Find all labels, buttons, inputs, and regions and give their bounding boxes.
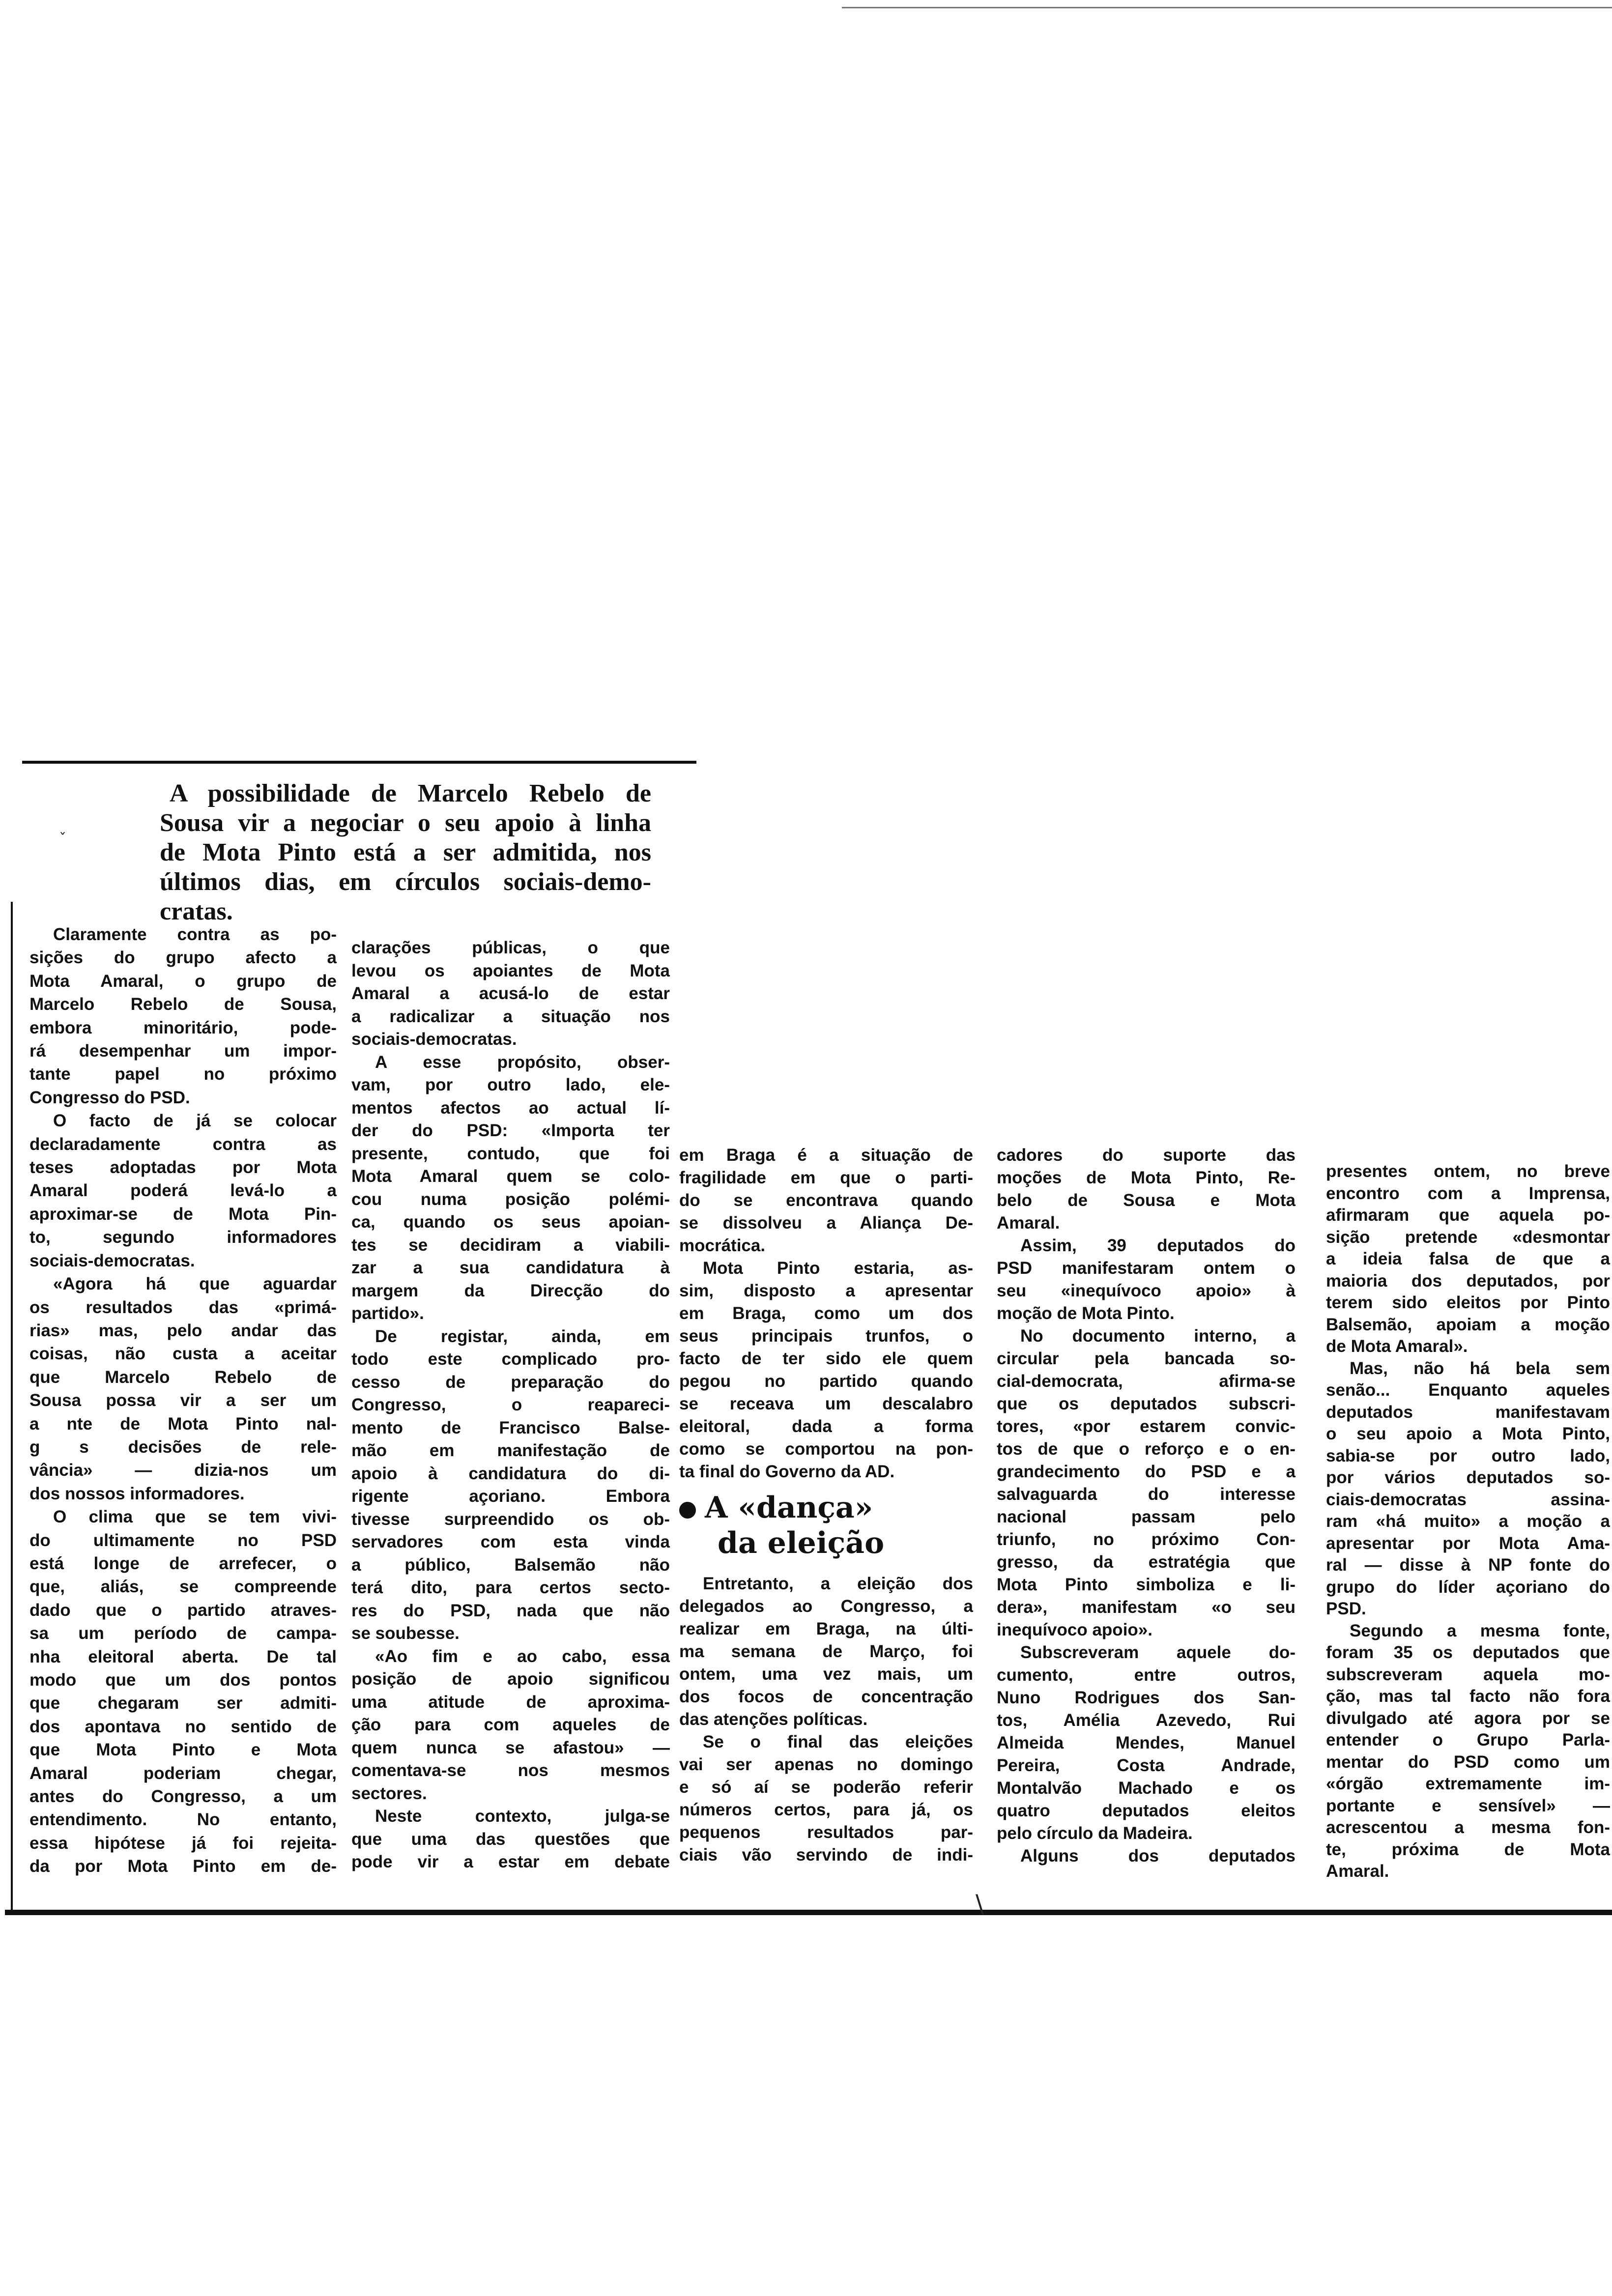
text-line: Mas, não há bela sem xyxy=(1350,1358,1610,1378)
text-line: afirmaram que aquela po- xyxy=(1326,1205,1610,1225)
text-line: todo este complicado pro- xyxy=(351,1349,670,1369)
text-line: Congresso do PSD. xyxy=(29,1088,190,1107)
text-line: sociais-democratas. xyxy=(29,1251,195,1270)
text-line: Mota Pinto estaria, as- xyxy=(703,1259,973,1278)
article-column-5 xyxy=(1326,1161,1610,1883)
text-line: to, segundo informadores xyxy=(29,1228,337,1247)
text-line: antes do Congresso, a um xyxy=(29,1787,337,1807)
text-line: servadores com esta vinda xyxy=(351,1532,670,1551)
text-line: Assim, 39 deputados do xyxy=(1020,1236,1295,1255)
text-line: das atenções políticas. xyxy=(679,1710,868,1729)
text-line: tivesse surpreendido os ob- xyxy=(351,1509,670,1529)
text-line: rigente açoriano. Embora xyxy=(351,1487,670,1506)
text-line: foram 35 os deputados que xyxy=(1326,1643,1610,1662)
text-line: mentar do PSD como um xyxy=(1326,1752,1610,1772)
headline-line: últimos dias, em círculos sociais-demo- xyxy=(160,868,651,896)
text-line: uma atitude de aproxima- xyxy=(351,1692,670,1712)
text-line: res do PSD, nada que não xyxy=(351,1601,670,1620)
text-line: moções de Mota Pinto, Re- xyxy=(997,1168,1295,1187)
text-line: cadores do suporte das xyxy=(997,1146,1295,1165)
text-line: delegados ao Congresso, a xyxy=(679,1597,973,1616)
text-line: dado que o partido atraves- xyxy=(29,1600,337,1620)
paragraph xyxy=(997,1641,1295,1845)
text-line: cesso de preparação do xyxy=(351,1372,670,1392)
text-line: a radicalizar a situação nos xyxy=(351,1006,670,1026)
text-line: embora minoritário, pode- xyxy=(29,1018,337,1037)
text-line: tes se decidiram a viabili- xyxy=(351,1235,670,1255)
text-line: ontem, uma vez mais, um xyxy=(679,1665,973,1684)
text-line: «Ao fim e ao cabo, essa xyxy=(375,1646,670,1666)
text-line: de Mota Amaral». xyxy=(1326,1337,1468,1356)
text-line: cou numa posição polémi- xyxy=(351,1189,670,1209)
text-line: O facto de já se colocar xyxy=(53,1111,337,1131)
text-line: se receava um descalabro xyxy=(679,1394,973,1413)
text-line: sociais-democratas. xyxy=(351,1030,517,1049)
text-line: circular pela bancada so- xyxy=(997,1349,1295,1368)
text-line: se dissolveu a Aliança De- xyxy=(679,1213,973,1233)
text-line: clarações públicas, o que xyxy=(351,938,670,957)
text-line: números certos, para já, os xyxy=(679,1800,973,1819)
paragraph xyxy=(351,1325,670,1645)
article-column-3 xyxy=(679,1144,973,1866)
text-line: entender o Grupo Parla- xyxy=(1326,1730,1610,1750)
headline-line: cratas. xyxy=(160,897,233,925)
text-line: Entretanto, a eleição dos xyxy=(703,1574,973,1593)
text-line: mento de Francisco Balse- xyxy=(351,1418,670,1437)
headline-line: Sousa vir a negociar o seu apoio à linha xyxy=(160,809,651,837)
text-line: realizar em Braga, na últi- xyxy=(679,1619,973,1638)
text-line: aproximar-se de Mota Pin- xyxy=(29,1204,337,1224)
text-line: senão... Enquanto aqueles xyxy=(1326,1380,1610,1400)
paragraph xyxy=(351,1051,670,1325)
text-line: dos focos de concentração xyxy=(679,1687,973,1706)
text-line: Mota Amaral quem se colo- xyxy=(351,1167,670,1186)
paragraph xyxy=(679,1257,973,1483)
text-line: acrescentou a mesma fon- xyxy=(1326,1818,1610,1837)
text-line: deputados manifestavam xyxy=(1326,1402,1610,1422)
text-line: Sousa possa vir a ser um xyxy=(29,1391,337,1410)
text-line: moção de Mota Pinto. xyxy=(997,1304,1175,1323)
text-line: facto de ter sido ele quem xyxy=(679,1349,973,1368)
text-line: «órgão extremamente im- xyxy=(1326,1774,1610,1793)
text-line: ta final do Governo da AD. xyxy=(679,1462,895,1481)
article-column-2 xyxy=(351,937,670,1874)
paragraph xyxy=(29,1505,337,1878)
section-subheading xyxy=(679,1490,973,1561)
text-line: gresso, da estratégia que xyxy=(997,1552,1295,1572)
text-line: a público, Balsemão não xyxy=(351,1555,670,1575)
text-line: coisas, não custa a aceitar xyxy=(29,1344,337,1364)
text-line: cial-democrata, afirma-se xyxy=(997,1372,1295,1391)
text-line: teses adoptadas por Mota xyxy=(29,1158,337,1177)
text-line: seu «inequívoco apoio» à xyxy=(997,1281,1295,1300)
text-line: divulgado até agora por se xyxy=(1326,1708,1610,1728)
text-line: terá dito, para certos secto- xyxy=(351,1578,670,1597)
text-line: tos de que o reforço e o en- xyxy=(997,1439,1295,1459)
paragraph xyxy=(29,1272,337,1505)
text-line: os resultados das «primá- xyxy=(29,1297,337,1317)
paragraph xyxy=(1326,1620,1610,1883)
paragraph xyxy=(679,1573,973,1731)
paragraph xyxy=(351,937,670,1051)
text-line: Marcelo Rebelo de Sousa, xyxy=(29,995,337,1014)
text-line: está longe de arrefecer, o xyxy=(29,1553,337,1573)
text-line: PSD. xyxy=(1326,1599,1366,1618)
text-line: modo que um dos pontos xyxy=(29,1670,337,1690)
text-line: Almeida Mendes, Manuel xyxy=(997,1733,1295,1752)
text-line: Mota Pinto simboliza e li- xyxy=(997,1575,1295,1594)
text-line: comentava-se nos mesmos xyxy=(351,1761,670,1780)
text-line: essa hipótese já foi rejeita- xyxy=(29,1833,337,1853)
text-line: que chegaram ser admiti- xyxy=(29,1693,337,1713)
text-line: que Mota Pinto e Mota xyxy=(29,1740,337,1760)
paragraph xyxy=(997,1144,1295,1234)
text-line: partido». xyxy=(351,1304,424,1323)
text-line: mentos afectos ao actual lí- xyxy=(351,1098,670,1118)
paragraph xyxy=(351,1805,670,1874)
text-line: margem da Direcção do xyxy=(351,1281,670,1300)
text-line: ção, mas tal facto não fora xyxy=(1326,1687,1610,1706)
text-line: encontro com a Imprensa, xyxy=(1326,1183,1610,1203)
text-line: Pereira, Costa Andrade, xyxy=(997,1756,1295,1775)
headline-line: A possibilidade de Marcelo Rebelo de xyxy=(170,779,651,807)
text-line: ção para com aqueles de xyxy=(351,1715,670,1734)
article-bottom-rule xyxy=(5,1910,1612,1915)
text-line: apresentar por Mota Ama- xyxy=(1326,1533,1610,1553)
text-line: declaradamente contra as xyxy=(29,1134,337,1154)
text-line: vai ser apenas no domingo xyxy=(679,1755,973,1774)
text-line: levou os apoiantes de Mota xyxy=(351,961,670,980)
text-line: rá desempenhar um impor- xyxy=(29,1041,337,1061)
paragraph xyxy=(1326,1161,1610,1358)
text-line: apoio à candidatura do di- xyxy=(351,1464,670,1483)
text-line: Segundo a mesma fonte, xyxy=(1350,1621,1610,1640)
text-line: pequenos resultados par- xyxy=(679,1823,973,1842)
text-line: PSD manifestaram ontem o xyxy=(997,1259,1295,1278)
text-line: sição pretende «desmontar xyxy=(1326,1227,1610,1247)
text-line: Amaral. xyxy=(1326,1862,1389,1881)
top-edge-rule xyxy=(842,7,1612,8)
text-line: terem sido eleitos por Pinto xyxy=(1326,1293,1610,1312)
text-line: eleitoral, dada a forma xyxy=(679,1417,973,1436)
text-line: salvaguarda do interesse xyxy=(997,1485,1295,1504)
text-line: ca, quando os seus apoian- xyxy=(351,1212,670,1232)
scan-mark-icon: \ xyxy=(976,1890,984,1918)
text-line: que uma das questões que xyxy=(351,1829,670,1849)
text-line: sições do grupo afecto a xyxy=(29,948,337,968)
text-line: do ultimamente no PSD xyxy=(29,1530,337,1550)
text-line: Congresso, o reapareci- xyxy=(351,1395,670,1414)
text-line: g s decisões de rele- xyxy=(29,1437,337,1457)
paragraph xyxy=(997,1234,1295,1325)
text-line: ciais-democratas assina- xyxy=(1326,1490,1610,1509)
text-line: presente, contudo, que foi xyxy=(351,1144,670,1163)
text-line: sabia-se por outro lado, xyxy=(1326,1446,1610,1465)
text-line: por vários deputados so- xyxy=(1326,1468,1610,1487)
text-line: quem nunca se afastou» — xyxy=(351,1738,670,1757)
text-line: grandecimento do PSD e a xyxy=(997,1462,1295,1481)
text-line: quatro deputados eleitos xyxy=(997,1801,1295,1820)
text-line: Balsemão, apoiam a moção xyxy=(1326,1315,1610,1334)
paragraph xyxy=(997,1325,1295,1641)
subheading-line: A «dança» xyxy=(705,1491,873,1525)
text-line: Amaral. xyxy=(997,1213,1060,1233)
text-line: Alguns dos deputados xyxy=(1020,1846,1295,1866)
text-line: dos nossos informadores. xyxy=(29,1484,245,1503)
text-line: triunfo, no próximo Con- xyxy=(997,1530,1295,1549)
text-line: fragilidade em que o parti- xyxy=(679,1168,973,1187)
text-line: posição de apoio significou xyxy=(351,1669,670,1689)
text-line: Subscreveram aquele do- xyxy=(1020,1643,1295,1662)
article-column-4 xyxy=(997,1144,1295,1867)
scan-mark-icon: ˇ xyxy=(59,831,66,848)
text-line: o seu apoio a Mota Pinto, xyxy=(1326,1424,1610,1443)
text-line: te, próxima de Mota xyxy=(1326,1839,1610,1859)
text-line: ma semana de Março, foi xyxy=(679,1642,973,1661)
text-line: em Braga, como um dos xyxy=(679,1304,973,1323)
text-line: Amaral poderiam chegar, xyxy=(29,1763,337,1783)
text-line: tos, Amélia Azevedo, Rui xyxy=(997,1711,1295,1730)
text-line: portante e sensível» — xyxy=(1326,1796,1610,1815)
text-line: da por Mota Pinto em de- xyxy=(29,1857,337,1876)
subheading-line: da eleição xyxy=(718,1526,885,1560)
text-line: inequívoco apoio». xyxy=(997,1620,1152,1639)
text-line: Amaral poderá levá-lo a xyxy=(29,1181,337,1201)
text-line: mocrática. xyxy=(679,1236,766,1255)
text-line: dera», manifestam «o seu xyxy=(997,1598,1295,1617)
text-line: vam, por outro lado, ele- xyxy=(351,1075,670,1094)
text-line: dos apontava no sentido de xyxy=(29,1717,337,1736)
text-line: ciais vão servindo de indi- xyxy=(679,1845,973,1865)
text-line: Montalvão Machado e os xyxy=(997,1779,1295,1798)
paragraph xyxy=(29,923,337,1109)
text-line: A esse propósito, obser- xyxy=(375,1052,670,1072)
text-line: subscreveram aquela mo- xyxy=(1326,1665,1610,1684)
text-line: tores, «por estarem convic- xyxy=(997,1417,1295,1436)
text-line: se soubesse. xyxy=(351,1624,460,1643)
text-line: der do PSD: «Importa ter xyxy=(351,1121,670,1140)
paragraph xyxy=(1326,1358,1610,1620)
text-line: em Braga é a situação de xyxy=(679,1146,973,1165)
text-line: nha eleitoral aberta. De tal xyxy=(29,1647,337,1666)
text-line: mão em manifestação de xyxy=(351,1441,670,1460)
headline-line: de Mota Pinto está a ser admitida, nos xyxy=(160,838,651,866)
text-line: que, aliás, se compreende xyxy=(29,1577,337,1597)
paragraph xyxy=(679,1731,973,1866)
text-line: como se comportou na pon- xyxy=(679,1439,973,1459)
text-line: grupo do líder açoriano do xyxy=(1326,1577,1610,1597)
article-left-rule xyxy=(11,902,13,1912)
text-line: pode vir a estar em debate xyxy=(351,1852,670,1871)
paragraph xyxy=(29,1109,337,1272)
text-line: nacional passam pelo xyxy=(997,1507,1295,1526)
text-line: sim, disposto a apresentar xyxy=(679,1281,973,1300)
article-top-rule xyxy=(22,761,696,764)
text-line: maioria dos deputados, por xyxy=(1326,1271,1610,1291)
text-line: ral — disse à NP fonte do xyxy=(1326,1555,1610,1575)
text-line: zar a sua candidatura à xyxy=(351,1258,670,1277)
text-line: que Marcelo Rebelo de xyxy=(29,1367,337,1387)
paragraph xyxy=(997,1845,1295,1867)
text-line: tante papel no próximo xyxy=(29,1064,337,1084)
text-line: rias» mas, pelo andar das xyxy=(29,1320,337,1340)
text-line: cumento, entre outros, xyxy=(997,1665,1295,1685)
article-column-1 xyxy=(29,923,337,1878)
text-line: De registar, ainda, em xyxy=(375,1326,670,1346)
text-line: No documento interno, a xyxy=(1020,1326,1295,1346)
text-line: «Agora há que aguardar xyxy=(53,1274,337,1294)
text-line: a ideia falsa de que a xyxy=(1326,1249,1610,1268)
bullet-icon xyxy=(679,1502,696,1519)
text-line: Nuno Rodrigues dos San- xyxy=(997,1688,1295,1707)
text-line: Se o final das eleições xyxy=(703,1732,973,1751)
text-line: entendimento. No entanto, xyxy=(29,1810,337,1830)
text-line: pelo círculo da Madeira. xyxy=(997,1824,1193,1843)
text-line: a nte de Mota Pinto nal- xyxy=(29,1414,337,1434)
text-line: do se encontrava quando xyxy=(679,1191,973,1210)
text-line: seus principais trunfos, o xyxy=(679,1326,973,1346)
paragraph xyxy=(679,1144,973,1257)
text-line: Mota Amaral, o grupo de xyxy=(29,971,337,991)
text-line: O clima que se tem vivi- xyxy=(53,1507,337,1527)
text-line: belo de Sousa e Mota xyxy=(997,1191,1295,1210)
text-line: que os deputados subscri- xyxy=(997,1394,1295,1413)
text-line: e só aí se poderão referir xyxy=(679,1778,973,1797)
text-line: presentes ontem, no breve xyxy=(1326,1162,1610,1181)
text-line: Amaral a acusá-lo de estar xyxy=(351,984,670,1003)
text-line: Claramente contra as po- xyxy=(53,925,337,944)
headline xyxy=(160,779,651,926)
text-line: vância» — dizia-nos um xyxy=(29,1461,337,1480)
text-line: sa um período de campa- xyxy=(29,1624,337,1643)
text-line: ram «há muito» a moção a xyxy=(1326,1512,1610,1531)
text-line: pegou no partido quando xyxy=(679,1372,973,1391)
text-line: sectores. xyxy=(351,1783,427,1803)
text-line: Neste contexto, julga-se xyxy=(375,1807,670,1826)
paragraph xyxy=(351,1645,670,1806)
